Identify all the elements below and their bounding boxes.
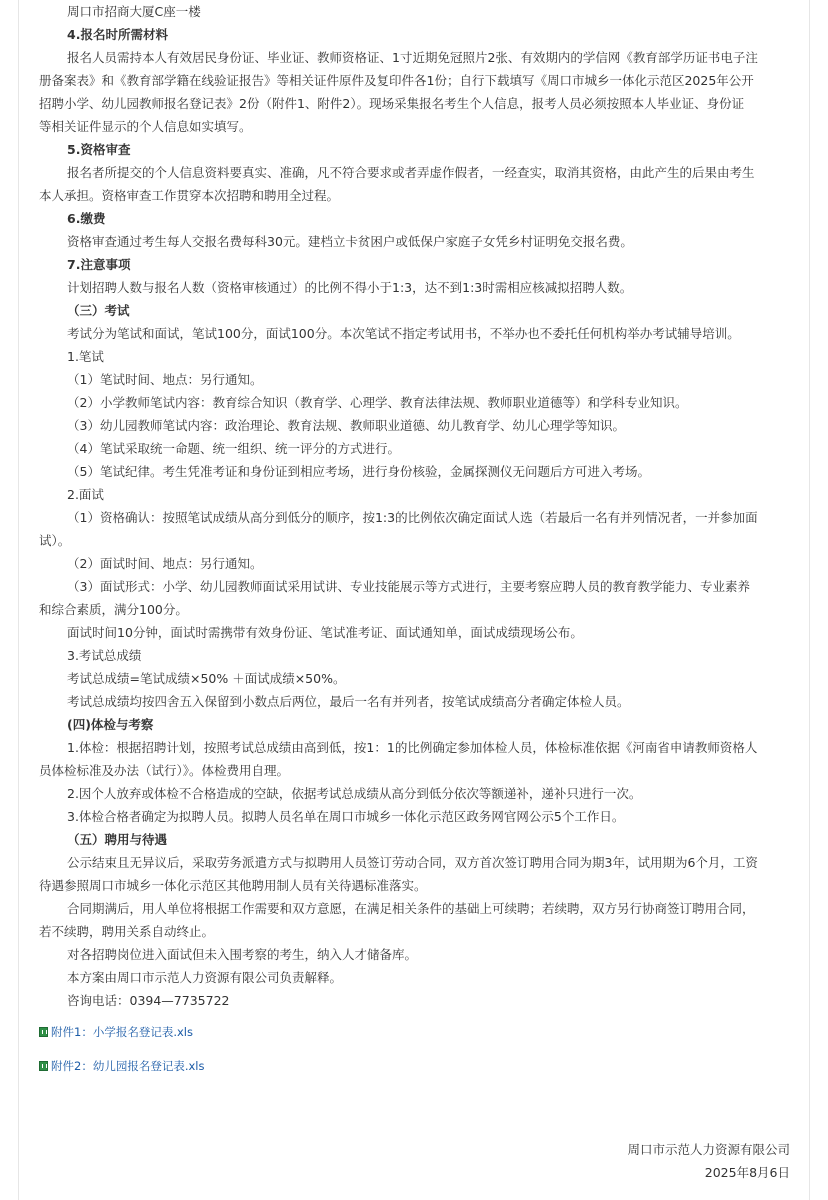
paragraph-line: 面试时间10分钟，面试时需携带有效身份证、笔试准考证、面试通知单，面试成绩现场公布。 (67, 625, 583, 640)
section-heading: 5.资格审查 (67, 142, 131, 157)
attachment-link-2[interactable] (39, 1058, 204, 1074)
paragraph-line: 试）。 (39, 533, 71, 548)
attachment-link-1[interactable] (39, 1024, 193, 1040)
subsection-heading: 1.笔试 (67, 349, 104, 364)
signature-date: 2025年8月6日 (704, 1165, 790, 1180)
section-heading: 7.注意事项 (67, 257, 131, 272)
paragraph-line: 3.体检合格者确定为拟聘人员。拟聘人员名单在周口市城乡一体化示范区政务网官网公示5个工作日。 (67, 809, 625, 824)
paragraph-line: 招聘小学、幼儿园教师报名登记表》2份（附件1、附件2）。现场采集报名考生个人信息，报考人员必须按照本人毕业证、身份证 (39, 96, 745, 111)
paragraph-line: （3）幼儿园教师笔试内容：政治理论、教育法规、教师职业道德、幼儿教育学、幼儿心理学等知识。 (67, 418, 625, 433)
paragraph-line: 等相关证件显示的个人信息如实填写。 (39, 119, 252, 134)
section-heading: 4.报名时所需材料 (67, 27, 168, 42)
paragraph-line: （4）笔试采取统一命题、统一组织、统一评分的方式进行。 (67, 441, 400, 456)
paragraph-line: 考试分为笔试和面试，笔试100分，面试100分。本次笔试不指定考试用书，不举办也不委托任何机构举办考试辅导培训。 (67, 326, 740, 341)
signature-org: 周口市示范人力资源有限公司 (627, 1142, 790, 1157)
attachment-label: 附件1：小学报名登记表.xls (51, 1025, 193, 1039)
contact-phone: 咨询电话：0394—7735722 (67, 993, 230, 1008)
paragraph-line: 资格审查通过考生每人交报名费每科30元。建档立卡贫困户或低保户家庭子女凭乡村证明免交报名费。 (67, 234, 633, 249)
paragraph-line: 合同期满后，用人单位将根据工作需要和双方意愿，在满足相关条件的基础上可续聘；若续聘，双方另行协商签订聘用合同， (67, 901, 755, 916)
paragraph-line: （1）笔试时间、地点：另行通知。 (67, 372, 263, 387)
paragraph-line: 计划招聘人数与报名人数（资格审核通过）的比例不得小于1:3，达不到1:3时需相应核减拟招聘人数。 (67, 280, 633, 295)
paragraph-line: （5）笔试纪律。考生凭准考证和身份证到相应考场，进行身份核验，金属探测仪无问题后方可进入考场。 (67, 464, 650, 479)
paragraph-line: 若不续聘，聘用关系自动终止。 (39, 924, 215, 939)
paragraph-line: （2）面试时间、地点：另行通知。 (67, 556, 263, 571)
section-heading: (四)体检与考察 (67, 717, 154, 732)
paragraph-line: 员体检标准及办法（试行）》。体检费用自理。 (39, 763, 290, 778)
paragraph-line: 对各招聘岗位进入面试但未入围考察的考生，纳入人才储备库。 (67, 947, 418, 962)
section-heading: 6.缴费 (67, 211, 106, 226)
paragraph-line: （2）小学教师笔试内容：教育综合知识（教育学、心理学、教育法律法规、教师职业道德等）和学科专业知识。 (67, 395, 688, 410)
paragraph-line: 报名者所提交的个人信息资料要真实、准确，凡不符合要求或者弄虚作假者，一经查实，取消其资格，由此产生的后果由考生 (67, 165, 755, 180)
paragraph-line: 和综合素质，满分100分。 (39, 602, 188, 617)
excel-file-icon (39, 1061, 48, 1071)
paragraph-line: 考试总成绩均按四舍五入保留到小数点后两位，最后一名有并列者，按笔试成绩高分者确定体检人员。 (67, 694, 630, 709)
paragraph-line: （3）面试形式：小学、幼儿园教师面试采用试讲、专业技能展示等方式进行，主要考察应聘人员的教育教学能力、专业素养 (67, 579, 750, 594)
section-heading: （三）考试 (67, 303, 130, 318)
paragraph-line: （1）资格确认：按照笔试成绩从高分到低分的顺序，按1:3的比例依次确定面试人选（若最后一名有并列情况者，一并参加面 (67, 510, 758, 525)
paragraph-line: 1.体检：根据招聘计划，按照考试总成绩由高到低，按1：1的比例确定参加体检人员，体检标准依据《河南省申请教师资格人 (67, 740, 758, 755)
paragraph-line: 册备案表》和《教育部学籍在线验证报告》等相关证件原件及复印件各1份；自行下载填写《周口市城乡一体化示范区2025年公开 (39, 73, 754, 88)
paragraph-line: 考试总成绩=笔试成绩×50% ＋面试成绩×50%。 (67, 671, 346, 686)
paragraph-line: 2.因个人放弃或体检不合格造成的空缺，依据考试总成绩从高分到低分依次等额递补，递补只进行一次。 (67, 786, 642, 801)
paragraph-line: 待遇参照周口市城乡一体化示范区其他聘用制人员有关待遇标准落实。 (39, 878, 427, 893)
subsection-heading: 2.面试 (67, 487, 104, 502)
subsection-heading: 3.考试总成绩 (67, 648, 142, 663)
section-heading: （五）聘用与待遇 (67, 832, 168, 847)
excel-file-icon (39, 1027, 48, 1037)
paragraph-line: 报名人员需持本人有效居民身份证、毕业证、教师资格证、1寸近期免冠照片2张、有效期内的学信网《教育部学历证书电子注 (67, 50, 758, 65)
paragraph-line: 本人承担。资格审查工作贯穿本次招聘和聘用全过程。 (39, 188, 340, 203)
attachment-label: 附件2：幼儿园报名登记表.xls (51, 1059, 205, 1073)
paragraph-line: 周口市招商大厦C座一楼 (67, 4, 201, 19)
paragraph-line: 公示结束且无异议后，采取劳务派遣方式与拟聘用人员签订劳动合同，双方首次签订聘用合同为期3年，试用期为6个月，工资 (67, 855, 758, 870)
paragraph-line: 本方案由周口市示范人力资源有限公司负责解释。 (67, 970, 343, 985)
